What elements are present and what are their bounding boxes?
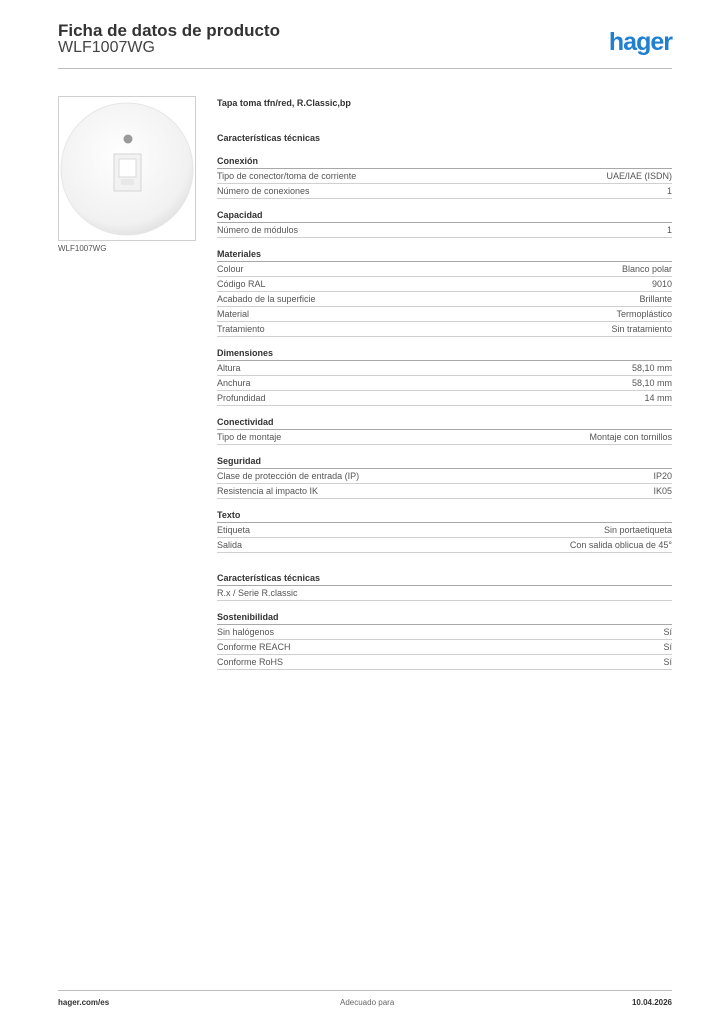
spec-value: Brillante [639,294,672,304]
spec-value: Sí [663,642,672,652]
spec-value: Sí [663,627,672,637]
product-name: Tapa toma tfn/red, R.Classic,bp [217,98,351,108]
spec-label: Salida [217,540,243,550]
spec-row [217,361,672,376]
spec-section-sostenibilidad [217,610,672,670]
spec-label: Clase de protección de entrada (IP) [217,471,360,481]
footer-note: Adecuado para [340,998,395,1007]
section-title: Sostenibilidad [217,610,672,625]
spec-row [217,322,672,337]
section-spacer [217,145,672,154]
spec-value: Sí [663,657,672,667]
spec-row [217,223,672,238]
product-image [58,96,196,241]
spec-row [217,307,672,322]
section-title: Capacidad [217,208,672,223]
image-caption: WLF1007WG [58,244,107,253]
footer-divider [58,990,672,991]
spec-row [217,484,672,499]
spec-row [217,376,672,391]
section-spacer [217,445,672,454]
spec-label: Material [217,309,250,319]
spec-row [217,277,672,292]
spec-label: Conforme REACH [217,642,291,652]
spec-label: R.x / Serie R.classic [217,588,298,598]
section-title: Materiales [217,247,672,262]
spec-row [217,469,672,484]
spec-value: IK05 [653,486,672,496]
spec-section-capacidad [217,208,672,238]
spec-row [217,169,672,184]
footer-website: hager.com/es [58,998,110,1007]
spec-value: IP20 [653,471,672,481]
spec-label: Tipo de conector/toma de corriente [217,171,357,181]
socket-cover-illustration [59,97,195,240]
hager-logo: hager [608,28,672,56]
spec-value: 9010 [651,279,672,289]
jack-port [119,159,136,177]
section-title: Seguridad [217,454,672,469]
spec-section-dimensiones [217,346,672,406]
spec-row [217,625,672,640]
spec-label: Número de módulos [217,225,299,235]
spec-label: Etiqueta [217,525,251,535]
spec-row [217,391,672,406]
spec-value: Blanco polar [621,264,672,274]
spec-label: Tratamiento [217,324,265,334]
indicator-dot [124,135,133,144]
section-spacer [217,199,672,208]
spec-label: Altura [217,363,241,373]
spec-label: Conforme RoHS [217,657,284,667]
spec-label: Acabado de la superficie [217,294,316,304]
jack-latch [121,179,134,185]
section-title: Conectividad [217,415,672,430]
spec-label: Profundidad [217,393,266,403]
section-spacer [217,238,672,247]
spec-label: Código RAL [217,279,266,289]
spec-section-caracteristicas-tecnicas [217,571,672,601]
section-title: Texto [217,508,672,523]
spec-label: Resistencia al impacto IK [217,486,319,496]
section-title: Dimensiones [217,346,672,361]
spec-value: Sin portaetiqueta [603,525,672,535]
tech-heading: Características técnicas [217,133,321,143]
spec-sheet [217,131,672,679]
spec-value: Termoplástico [616,309,672,319]
spec-value: Con salida oblicua de 45° [569,540,672,550]
spec-section-conectividad [217,415,672,445]
spec-row [217,538,672,553]
spec-section-seguridad [217,454,672,499]
section-spacer [217,670,672,679]
spec-label: Número de conexiones [217,186,310,196]
spec-value: Sin tratamiento [611,324,672,334]
product-reference: WLF1007WG [58,39,155,56]
spec-section-materiales [217,247,672,337]
spec-value: 14 mm [644,393,672,403]
spec-value: 1 [666,186,672,196]
section-spacer [217,601,672,610]
spec-row [217,640,672,655]
spec-row [217,430,672,445]
spec-row [217,292,672,307]
spec-row [217,523,672,538]
spec-label: Tipo de montaje [217,432,282,442]
spec-value: UAE/IAE (ISDN) [606,171,672,181]
spec-label: Anchura [217,378,251,388]
spec-row [217,184,672,199]
header-divider [58,68,672,69]
spec-label: Sin halógenos [217,627,275,637]
spec-value: 58,10 mm [631,378,672,388]
section-spacer [217,406,672,415]
section-spacer [217,553,672,562]
page-title: Ficha de datos de producto [58,21,280,40]
section-title: Conexión [217,154,672,169]
spec-value: 58,10 mm [631,363,672,373]
footer-date: 10.04.2026 [631,998,672,1007]
section-spacer [217,499,672,508]
spec-section-conexion [217,154,672,199]
spec-row [217,262,672,277]
section-spacer [217,337,672,346]
spec-value: Montaje con tornillos [589,432,672,442]
spec-value: 1 [666,225,672,235]
section-title: Características técnicas [217,571,672,586]
section-spacer [217,562,672,571]
spec-row [217,655,672,670]
spec-section-texto [217,508,672,553]
spec-label: Colour [217,264,244,274]
spec-row [217,586,672,601]
